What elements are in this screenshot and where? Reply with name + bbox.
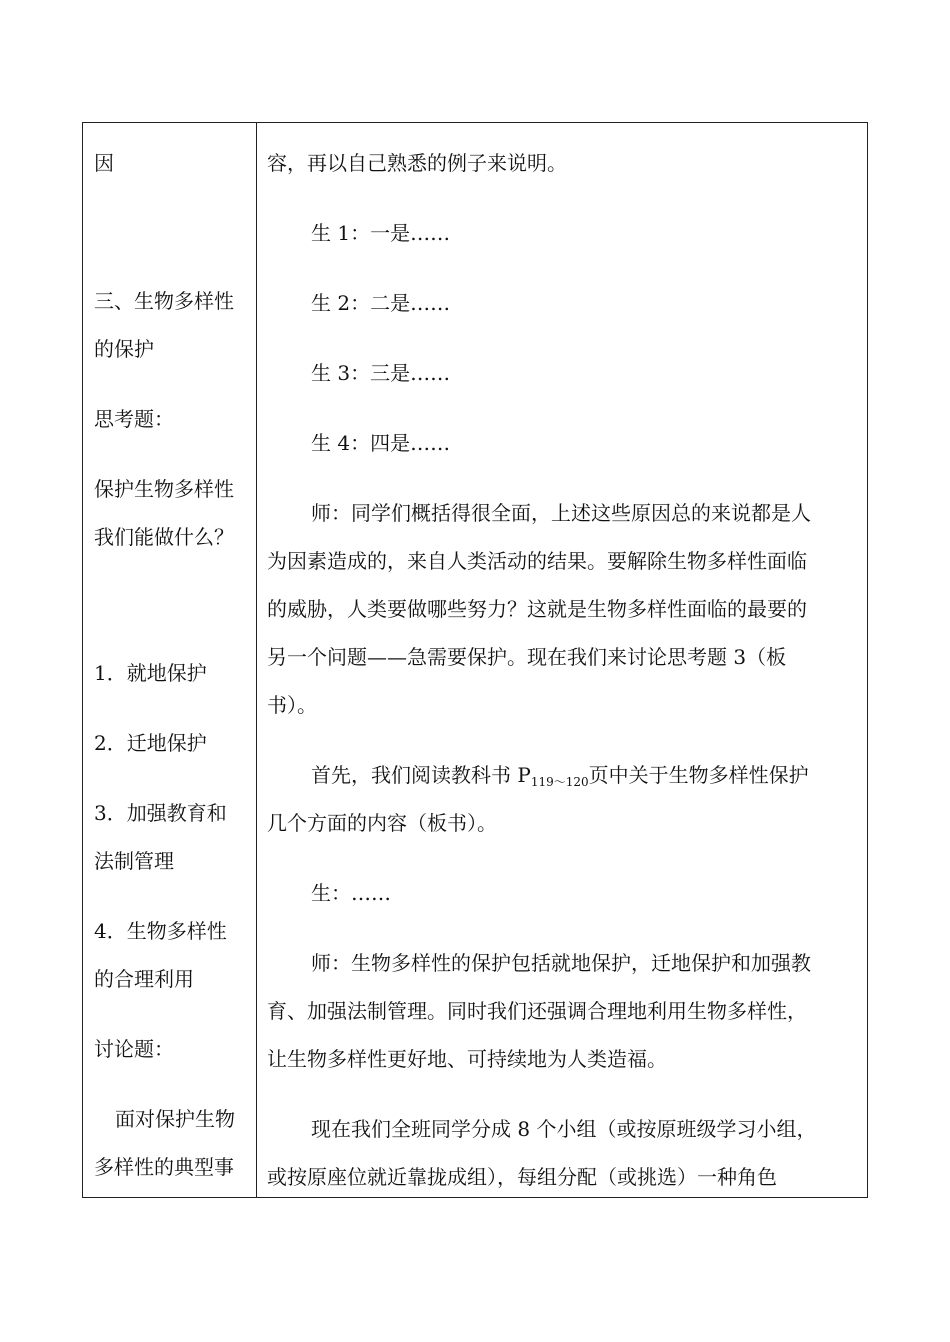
column-divider <box>256 123 257 1197</box>
right-line: 容，再以自己熟悉的例子来说明。 <box>267 151 567 175</box>
right-line: 为因素造成的，来自人类活动的结果。要解除生物多样性面临 <box>267 549 807 573</box>
right-line: 现在我们全班同学分成 8 个小组（或按原班级学习小组， <box>311 1117 817 1141</box>
right-line: 生 1：一是…… <box>311 221 451 245</box>
right-line: 生 4：四是…… <box>311 431 451 455</box>
page-range-subscript: 119～120 <box>530 775 589 789</box>
left-line: 讨论题： <box>94 1037 174 1061</box>
right-line: 让生物多样性更好地、可持续地为人类造福。 <box>267 1047 667 1071</box>
left-line: 因 <box>94 151 114 175</box>
right-line-text: 首先，我们阅读教科书 P <box>311 763 531 787</box>
right-line: 师：同学们概括得很全面，上述这些原因总的来说都是人 <box>311 501 811 525</box>
left-line: 4．生物多样性 <box>94 919 227 943</box>
left-line: 我们能做什么？ <box>94 525 234 549</box>
right-line: 或按原座位就近靠拢成组），每组分配（或挑选）一种角色 <box>267 1165 777 1189</box>
left-line: 1．就地保护 <box>94 661 207 685</box>
left-line: 3．加强教育和 <box>94 801 227 825</box>
left-line: 保护生物多样性 <box>94 477 234 501</box>
right-line: 育、加强法制管理。同时我们还强调合理地利用生物多样性， <box>267 999 807 1023</box>
right-line-text: 页中关于生物多样性保护 <box>588 763 809 787</box>
right-line: 生：…… <box>311 881 391 905</box>
right-line: 师：生物多样性的保护包括就地保护，迁地保护和加强教 <box>311 951 811 975</box>
left-line: 2．迁地保护 <box>94 731 207 755</box>
right-line: 几个方面的内容（板书）。 <box>267 811 497 835</box>
left-line: 思考题： <box>94 407 174 431</box>
right-line: 另一个问题——急需要保护。现在我们来讨论思考题 3（板 <box>267 645 787 669</box>
right-line <box>311 761 809 796</box>
left-line: 的保护 <box>94 337 154 361</box>
left-line: 多样性的典型事 <box>94 1155 234 1179</box>
left-line: 的合理利用 <box>94 967 194 991</box>
left-line: 三、生物多样性 <box>94 289 234 313</box>
right-line: 生 3：三是…… <box>311 361 451 385</box>
right-line: 的威胁，人类要做哪些努力？这就是生物多样性面临的最要的 <box>267 597 807 621</box>
lesson-table <box>82 122 868 1198</box>
right-line: 生 2：二是…… <box>311 291 451 315</box>
left-line: 面对保护生物 <box>115 1107 235 1131</box>
right-line: 书）。 <box>267 693 317 717</box>
left-line: 法制管理 <box>94 849 174 873</box>
